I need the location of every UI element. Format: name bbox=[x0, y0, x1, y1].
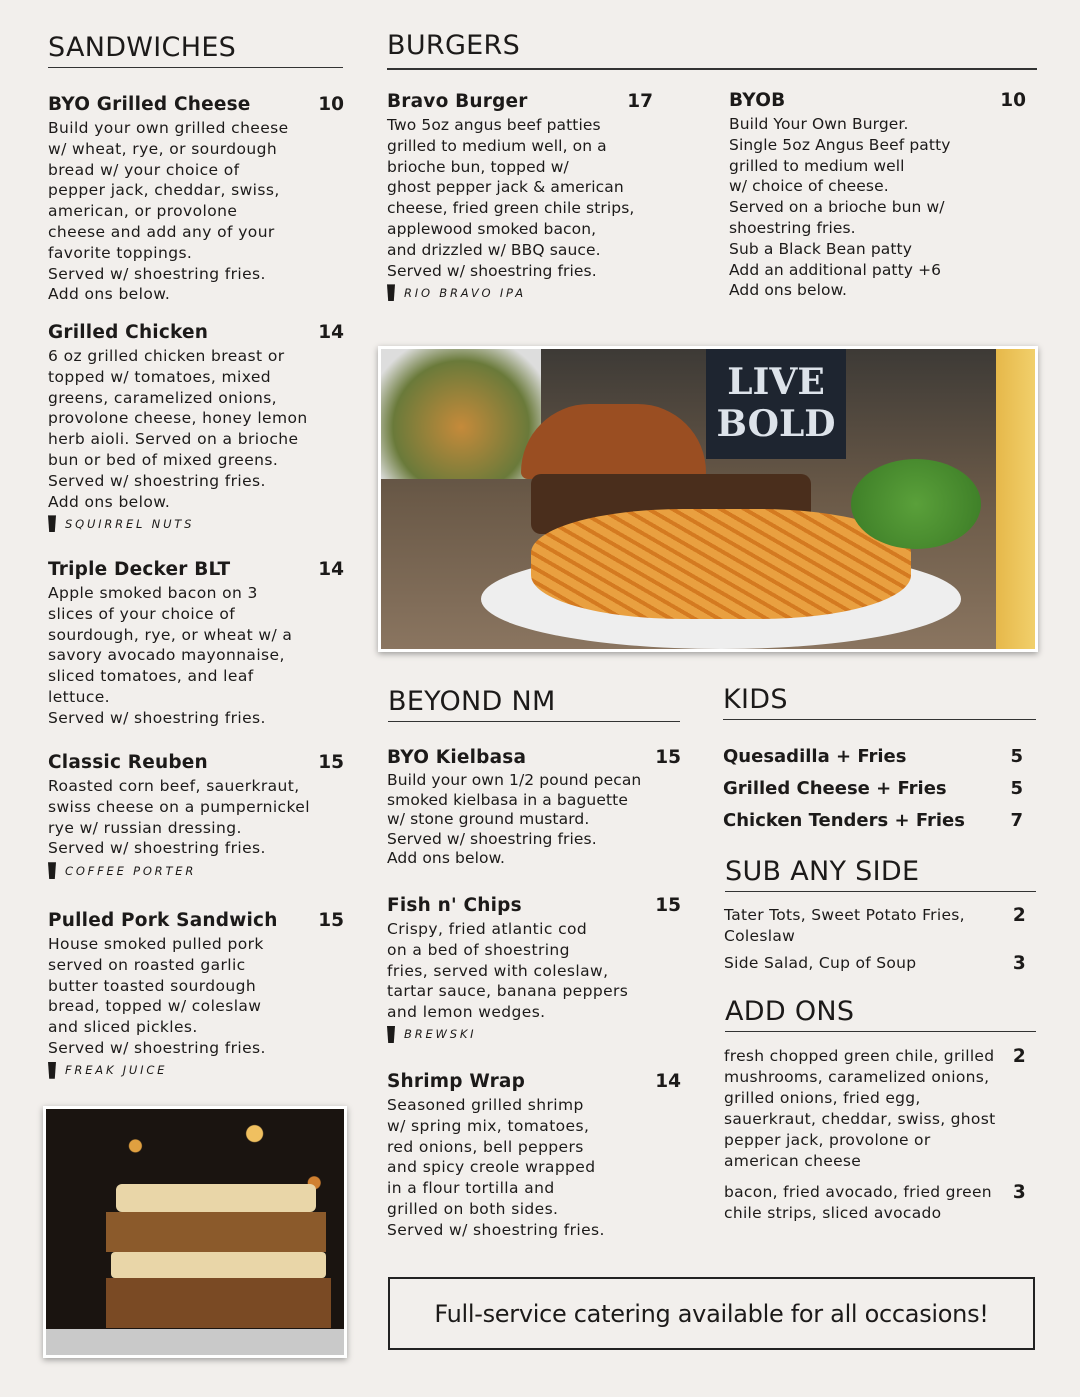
item-description: Seasoned grilled shrimp w/ spring mix, tomatoes, red onions, bell peppers and spicy creole wrapped in a flour tortilla and grilled on both sides. Served w/ shoestring fries. bbox=[387, 1096, 605, 1239]
sides-list bbox=[724, 905, 1026, 980]
beer-pairing bbox=[387, 1026, 681, 1043]
section-title-burgers: BURGERS bbox=[387, 30, 521, 61]
item-price: 3 bbox=[1012, 953, 1026, 974]
kids-item bbox=[723, 778, 1023, 799]
section-title-beyond-nm: BEYOND NM bbox=[388, 686, 680, 722]
menu-item bbox=[48, 322, 344, 532]
item-description: Build Your Own Burger. Single 5oz Angus Beef patty grilled to medium well w/ choice of cheese. Served on a brioche bun w/ shoestring fries. Sub a Black Bean patty Add an additional patty +6 Add ons below. bbox=[729, 115, 951, 300]
menu-item bbox=[387, 747, 681, 869]
beer-pairing bbox=[48, 515, 344, 532]
kids-list bbox=[723, 746, 1023, 842]
beer-pairing bbox=[48, 1062, 344, 1079]
item-name: Triple Decker BLT bbox=[48, 559, 231, 580]
beer-name: FREAK JUICE bbox=[65, 1063, 168, 1078]
item-price: 14 bbox=[318, 322, 344, 343]
item-price: 15 bbox=[318, 752, 344, 773]
item-description: Two 5oz angus beef patties grilled to medium well, on a brioche bun, topped w/ ghost pepper jack & american cheese, fried green chile strips, applewood smoked bacon, and drizzled w/ BBQ sauce. Served w/ shoestring fries. bbox=[387, 116, 635, 280]
item-name: Shrimp Wrap bbox=[387, 1071, 526, 1092]
section-title-sandwiches: SANDWICHES bbox=[48, 32, 343, 68]
pint-glass-icon bbox=[48, 862, 56, 879]
menu-item bbox=[387, 91, 653, 301]
pint-glass-icon bbox=[48, 1062, 56, 1079]
live-bold-sign: LIVE BOLD bbox=[716, 361, 836, 445]
burger-photo bbox=[378, 346, 1038, 652]
item-name: Grilled Chicken bbox=[48, 322, 209, 343]
item-name: Side Salad, Cup of Soup bbox=[724, 954, 917, 972]
item-description: Build your own 1/2 pound pecan smoked kielbasa in a baguette w/ stone ground mustard. Served w/ shoestring fries. Add ons below. bbox=[387, 771, 642, 867]
item-name: Bravo Burger bbox=[387, 91, 528, 112]
pint-glass-icon bbox=[387, 1026, 395, 1043]
item-price: 14 bbox=[318, 559, 344, 580]
menu-item bbox=[48, 752, 344, 879]
menu-item bbox=[729, 90, 1026, 301]
item-description: Build your own grilled cheese w/ wheat, rye, or sourdough bread w/ your choice of pepper jack, cheddar, swiss, american, or provolone cheese and add any of your favorite toppings. Served w/ shoestring fries. Add ons below. bbox=[48, 119, 289, 304]
item-price: 15 bbox=[655, 895, 681, 916]
side-item bbox=[724, 905, 1026, 947]
item-price: 5 bbox=[1010, 746, 1023, 767]
item-description: Apple smoked bacon on 3 slices of your choice of sourdough, rye, or wheat w/ a savory avocado mayonnaise, sliced tomatoes, and leaf lettuce. Served w/ shoestring fries. bbox=[48, 584, 293, 727]
item-name: BYO Grilled Cheese bbox=[48, 94, 251, 115]
item-name: Tater Tots, Sweet Potato Fries, Coleslaw bbox=[724, 906, 965, 945]
item-description: Crispy, fried atlantic cod on a bed of shoestring fries, served with coleslaw, tartar sauce, banana peppers and lemon wedges. bbox=[387, 920, 629, 1022]
beer-name: SQUIRREL NUTS bbox=[65, 516, 195, 531]
item-price: 5 bbox=[1010, 778, 1023, 799]
beer-name: COFFEE PORTER bbox=[65, 863, 197, 878]
sandwich-photo bbox=[43, 1106, 347, 1358]
section-title-kids: KIDS bbox=[723, 684, 1036, 720]
item-name: Pulled Pork Sandwich bbox=[48, 910, 278, 931]
item-name: Grilled Cheese + Fries bbox=[723, 778, 947, 799]
item-name: Quesadilla + Fries bbox=[723, 746, 907, 767]
section-title-add-ons: ADD ONS bbox=[725, 996, 1036, 1032]
side-item bbox=[724, 953, 1026, 974]
item-name: bacon, fried avocado, fried green chile strips, sliced avocado bbox=[724, 1183, 992, 1222]
item-description: 6 oz grilled chicken breast or topped w/ tomatoes, mixed greens, caramelized onions, provolone cheese, honey lemon herb aioli. Served on a brioche bun or bed of mixed greens. Served w/ shoestring fries. Add ons below. bbox=[48, 347, 308, 511]
item-price: 17 bbox=[627, 91, 653, 112]
item-price: 7 bbox=[1010, 810, 1023, 831]
pint-glass-icon bbox=[48, 515, 56, 532]
item-description: House smoked pulled pork served on roasted garlic butter toasted sourdough bread, topped w/ coleslaw and sliced pickles. Served w/ shoestring fries. bbox=[48, 935, 266, 1057]
menu-item bbox=[387, 895, 681, 1043]
kids-item bbox=[723, 810, 1023, 831]
catering-text: Full-service catering available for all occasions! bbox=[434, 1299, 989, 1328]
item-name: Classic Reuben bbox=[48, 752, 208, 773]
item-name: Chicken Tenders + Fries bbox=[723, 810, 965, 831]
pint-glass-icon bbox=[387, 284, 395, 301]
add-on-item bbox=[724, 1046, 1026, 1172]
beer-name: RIO BRAVO IPA bbox=[404, 285, 526, 300]
item-name: BYO Kielbasa bbox=[387, 747, 527, 768]
item-description: Roasted corn beef, sauerkraut, swiss cheese on a pumpernickel rye w/ russian dressing. Served w/ shoestring fries. bbox=[48, 777, 310, 858]
item-price: 10 bbox=[318, 94, 344, 115]
item-price: 10 bbox=[1000, 90, 1026, 111]
divider bbox=[387, 68, 1037, 70]
item-price: 15 bbox=[655, 747, 681, 768]
item-price: 2 bbox=[1012, 905, 1026, 926]
item-name: BYOB bbox=[729, 90, 786, 111]
item-price: 15 bbox=[318, 910, 344, 931]
menu-item bbox=[48, 910, 344, 1079]
menu-item bbox=[48, 559, 344, 729]
beer-pairing bbox=[387, 284, 653, 301]
add-ons-list bbox=[724, 1046, 1026, 1230]
menu-item bbox=[48, 94, 344, 305]
item-price: 2 bbox=[1012, 1046, 1026, 1067]
add-on-item bbox=[724, 1182, 1026, 1224]
beer-pairing bbox=[48, 862, 344, 879]
menu-item bbox=[387, 1071, 681, 1241]
item-name: fresh chopped green chile, grilled mushrooms, caramelized onions, grilled onions, fried egg, sauerkraut, cheddar, swiss, ghost pepper jack, provolone or american cheese bbox=[724, 1047, 996, 1170]
catering-banner bbox=[388, 1277, 1035, 1350]
section-title-sub-any-side: SUB ANY SIDE bbox=[725, 856, 1036, 892]
item-price: 14 bbox=[655, 1071, 681, 1092]
item-name: Fish n' Chips bbox=[387, 895, 522, 916]
kids-item bbox=[723, 746, 1023, 767]
item-price: 3 bbox=[1012, 1182, 1026, 1203]
beer-name: BREWSKI bbox=[404, 1027, 477, 1042]
